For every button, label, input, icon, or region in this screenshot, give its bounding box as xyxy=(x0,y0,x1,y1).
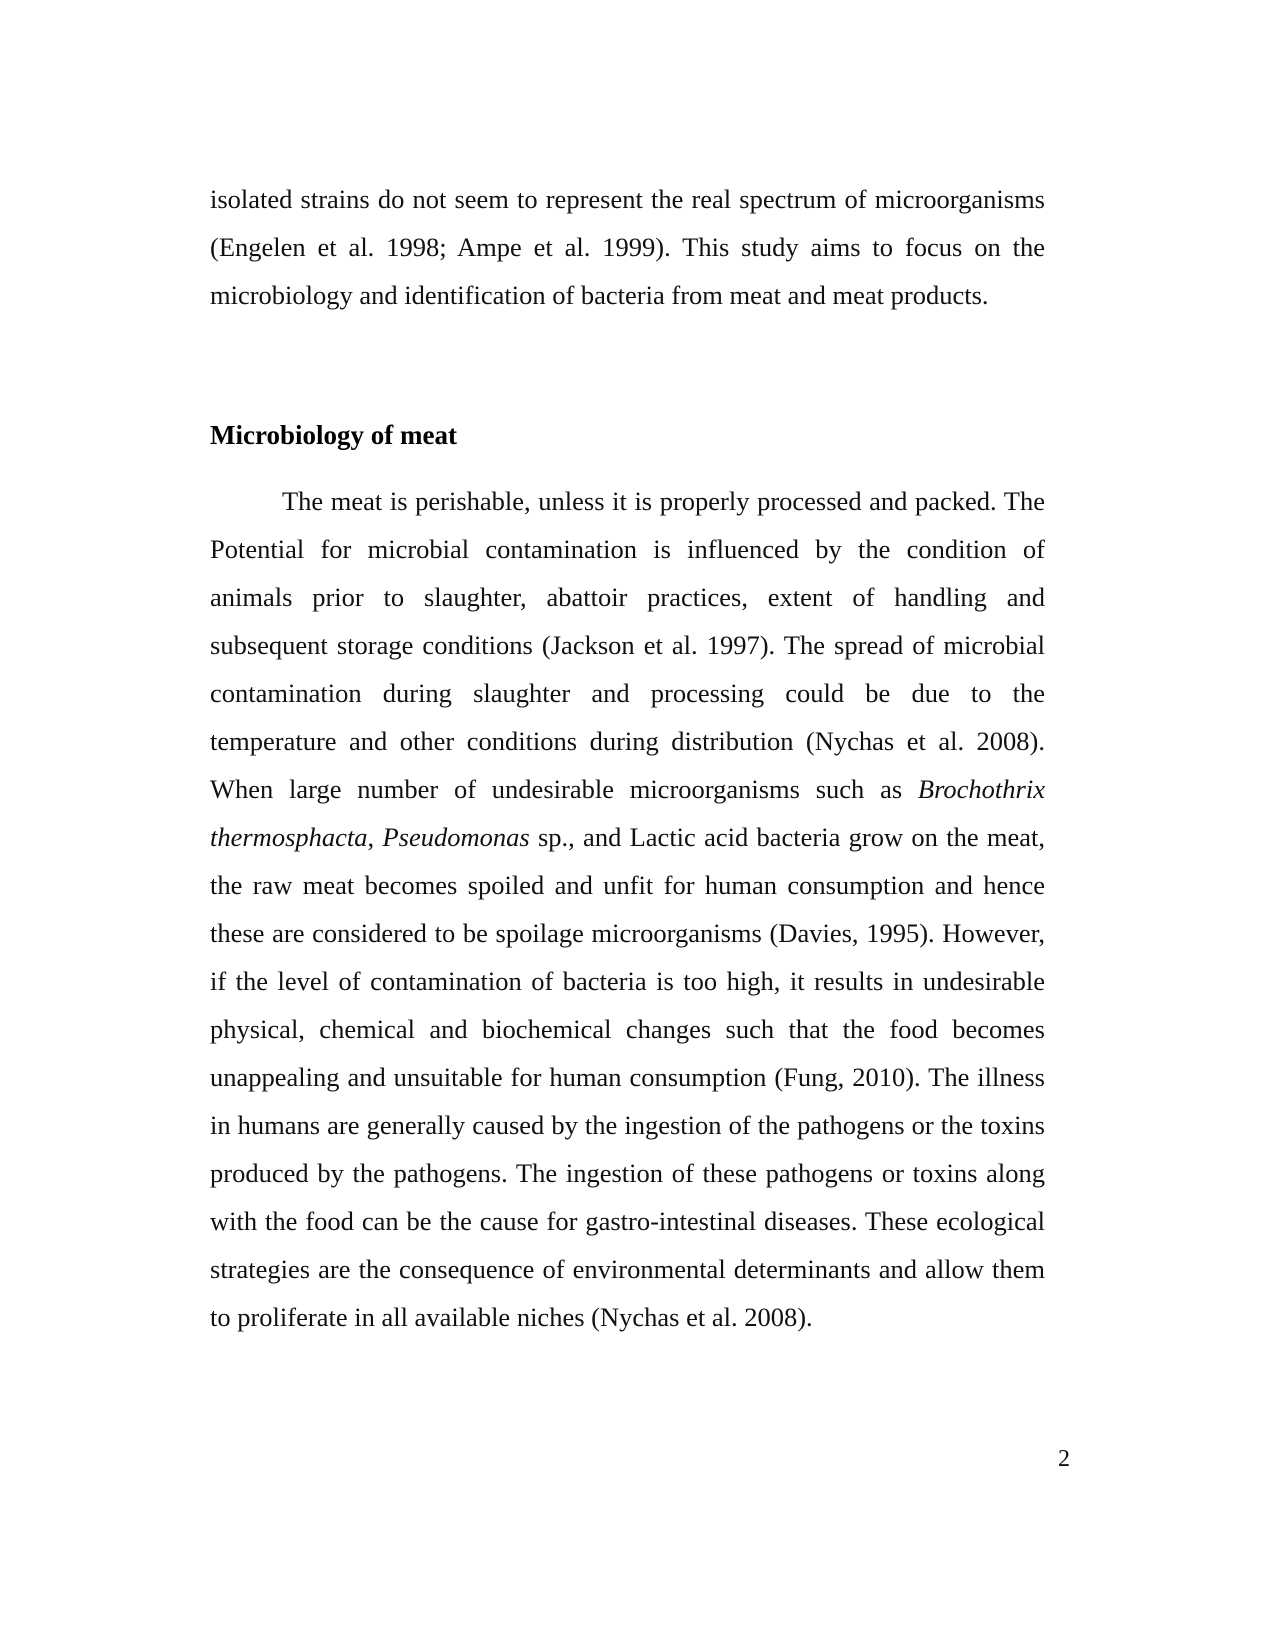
species-name-pseudomonas: Pseudomonas xyxy=(382,822,530,852)
paragraph-text-part-1: The meat is perishable, unless it is properly processed and packed. The Potential for microbial contamination is influenced by the condition of animals prior to slaughter, abattoir practices, extent of handling and subsequent storage conditions (Jackson et al. 1997). The spread of microbial contamination during slaughter and processing could be due to the temperature and other conditions during distribution (Nychas et al. 2008). When large number of undesirable microorganisms such as xyxy=(210,486,1045,804)
paragraph-text-part-3: sp., and Lactic acid bacteria grow on the meat, the raw meat becomes spoiled and unfit for human consumption and hence these are considered to be spoilage microorganisms (Davies, 1995). However, if the level of contamination of bacteria is too high, it results in undesirable physical, chemical and biochemical changes such that the food becomes unappealing and unsuitable for human consumption (Fung, 2010). The illness in humans are generally caused by the ingestion of the pathogens or the toxins produced by the pathogens. The ingestion of these pathogens or toxins along with the food can be the cause for gastro-intestinal diseases. These ecological strategies are the consequence of environmental determinants and allow them to proliferate in all available niches (Nychas et al. 2008). xyxy=(210,822,1046,1332)
heading-spacer xyxy=(210,455,1045,477)
section-heading-microbiology-of-meat: Microbiology of meat xyxy=(210,420,457,450)
page-content xyxy=(210,175,1045,1341)
page-number: 2 xyxy=(1058,1446,1070,1472)
species-name-brochothrix-thermosphacta: Brochothrix thermosphacta xyxy=(210,774,1045,852)
paragraph-microbiology-body xyxy=(210,477,1045,1341)
paragraph-continuation: isolated strains do not seem to represent the real spectrum of microorganisms (Engelen et al. 1998; Ampe et al. 1999). This study aims to focus on the microbiology and identification of bacteria from meat and meat products. xyxy=(210,184,1045,310)
paragraph-text-part-2: , xyxy=(367,822,383,852)
paragraph-spacer xyxy=(210,319,1045,415)
